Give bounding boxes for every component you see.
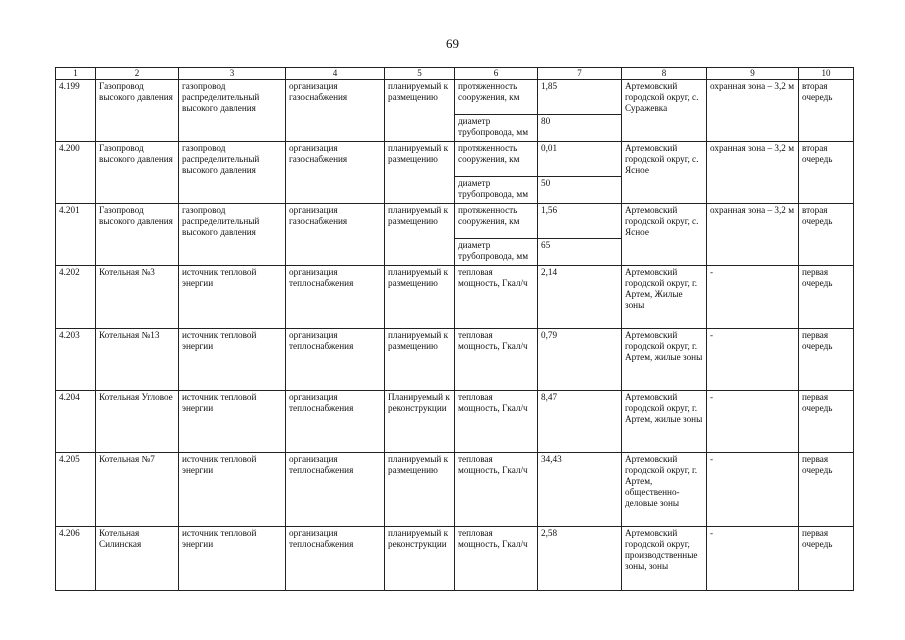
- param-label: диаметр трубопровода, мм: [458, 116, 529, 137]
- param-value: 0,01: [538, 142, 621, 177]
- object-type: источник тепловой энергии: [179, 329, 286, 391]
- object-location: Артемовский городской округ, с. Ясное: [622, 142, 707, 204]
- param-value: 2,58: [538, 527, 622, 591]
- column-header: 2: [96, 68, 179, 80]
- object-location: Артемовский городской округ, с. Суражевка: [622, 80, 707, 142]
- param-labels-cell: [455, 204, 538, 266]
- table-row: [56, 142, 854, 204]
- object-type: газопровод распределительный высокого давления: [179, 204, 286, 266]
- object-purpose: организация теплоснабжения: [286, 453, 385, 527]
- object-name: Котельная №13: [96, 329, 179, 391]
- row-number: 4.200: [56, 142, 96, 204]
- param-label: тепловая мощность, Гкал/ч: [455, 266, 538, 329]
- param-value: 8,47: [538, 391, 622, 453]
- object-queue: вторая очередь: [799, 204, 854, 266]
- object-queue: первая очередь: [799, 527, 854, 591]
- row-number: 4.202: [56, 266, 96, 329]
- object-status: планируемый к размещению: [385, 204, 455, 266]
- object-type: источник тепловой энергии: [179, 453, 286, 527]
- object-location: Артемовский городской округ, г. Артем, Жилые зоны: [622, 266, 707, 329]
- table-row: [56, 453, 854, 527]
- column-header: 3: [179, 68, 286, 80]
- object-name: Котельная Силинская: [96, 527, 179, 591]
- param-label: диаметр трубопровода, мм: [458, 240, 529, 261]
- object-name: Котельная Угловое: [96, 391, 179, 453]
- column-header: 4: [286, 68, 385, 80]
- object-zone: охранная зона – 3,2 м: [707, 142, 799, 204]
- object-zone: -: [707, 453, 799, 527]
- table-row: [56, 204, 854, 266]
- object-queue: первая очередь: [799, 391, 854, 453]
- param-values-cell: [538, 80, 622, 142]
- column-header: 9: [707, 68, 799, 80]
- object-queue: первая очередь: [799, 266, 854, 329]
- object-queue: первая очередь: [799, 453, 854, 527]
- row-number: 4.205: [56, 453, 96, 527]
- object-type: источник тепловой энергии: [179, 527, 286, 591]
- param-label: тепловая мощность, Гкал/ч: [455, 453, 538, 527]
- object-type: газопровод распределительный высокого давления: [179, 142, 286, 204]
- object-purpose: организация теплоснабжения: [286, 527, 385, 591]
- param-label: тепловая мощность, Гкал/ч: [455, 329, 538, 391]
- object-status: планируемый к размещению: [385, 266, 455, 329]
- row-number: 4.204: [56, 391, 96, 453]
- object-status: планируемый к размещению: [385, 329, 455, 391]
- object-zone: -: [707, 391, 799, 453]
- column-header: 8: [622, 68, 707, 80]
- object-location: Артемовский городской округ, г. Артем, жилые зоны: [622, 391, 707, 453]
- objects-table: [55, 67, 854, 591]
- table-header-row: [56, 68, 854, 80]
- object-name: Котельная №3: [96, 266, 179, 329]
- object-purpose: организация газоснабжения: [286, 80, 385, 142]
- row-number: 4.199: [56, 80, 96, 142]
- table-row: [56, 80, 854, 142]
- table-row: [56, 329, 854, 391]
- object-purpose: организация газоснабжения: [286, 142, 385, 204]
- object-name: Котельная №7: [96, 453, 179, 527]
- param-label: протяженность сооружения, км: [455, 204, 537, 239]
- object-status: планируемый к реконструкции: [385, 527, 455, 591]
- object-status: планируемый к размещению: [385, 80, 455, 142]
- object-zone: -: [707, 527, 799, 591]
- object-purpose: организация теплоснабжения: [286, 329, 385, 391]
- object-location: Артемовский городской округ, с. Ясное: [622, 204, 707, 266]
- object-queue: вторая очередь: [799, 80, 854, 142]
- object-zone: охранная зона – 3,2 м: [707, 80, 799, 142]
- column-header: 6: [455, 68, 538, 80]
- object-status: планируемый к размещению: [385, 453, 455, 527]
- column-header: 10: [799, 68, 854, 80]
- object-type: источник тепловой энергии: [179, 391, 286, 453]
- object-name: Газопровод высокого давления: [96, 142, 179, 204]
- param-label: тепловая мощность, Гкал/ч: [455, 527, 538, 591]
- table-row: [56, 391, 854, 453]
- object-type: источник тепловой энергии: [179, 266, 286, 329]
- param-value: 80: [541, 116, 551, 126]
- table-row: [56, 266, 854, 329]
- object-queue: первая очередь: [799, 329, 854, 391]
- param-label: протяженность сооружения, км: [455, 80, 537, 115]
- param-value: 1,85: [538, 80, 621, 115]
- column-header: 1: [56, 68, 96, 80]
- object-purpose: организация газоснабжения: [286, 204, 385, 266]
- object-status: планируемый к размещению: [385, 142, 455, 204]
- column-header: 7: [538, 68, 622, 80]
- object-location: Артемовский городской округ, г. Артем, общественно-деловые зоны: [622, 453, 707, 527]
- param-label: тепловая мощность, Гкал/ч: [455, 391, 538, 453]
- object-zone: охранная зона – 3,2 м: [707, 204, 799, 266]
- object-queue: вторая очередь: [799, 142, 854, 204]
- row-number: 4.206: [56, 527, 96, 591]
- page-number: 69: [446, 36, 459, 51]
- column-header: 5: [385, 68, 455, 80]
- object-zone: -: [707, 329, 799, 391]
- row-number: 4.201: [56, 204, 96, 266]
- object-location: Артемовский городской округ, г. Артем, жилые зоны: [622, 329, 707, 391]
- param-value: 1,56: [538, 204, 621, 239]
- param-label: диаметр трубопровода, мм: [458, 178, 529, 199]
- object-name: Газопровод высокого давления: [96, 80, 179, 142]
- object-status: Планируемый к реконструкции: [385, 391, 455, 453]
- param-value: 0,79: [538, 329, 622, 391]
- object-zone: -: [707, 266, 799, 329]
- object-purpose: организация теплоснабжения: [286, 266, 385, 329]
- param-labels-cell: [455, 80, 538, 142]
- param-labels-cell: [455, 142, 538, 204]
- object-location: Артемовский городской округ, производственные зоны, зоны: [622, 527, 707, 591]
- row-number: 4.203: [56, 329, 96, 391]
- param-value: 50: [541, 178, 551, 188]
- param-values-cell: [538, 142, 622, 204]
- object-type: газопровод распределительный высокого давления: [179, 80, 286, 142]
- param-values-cell: [538, 204, 622, 266]
- object-purpose: организация теплоснабжения: [286, 391, 385, 453]
- param-value: 34,43: [538, 453, 622, 527]
- param-value: 2,14: [538, 266, 622, 329]
- table-row: [56, 527, 854, 591]
- object-name: Газопровод высокого давления: [96, 204, 179, 266]
- param-label: протяженность сооружения, км: [455, 142, 537, 177]
- param-value: 65: [541, 240, 551, 250]
